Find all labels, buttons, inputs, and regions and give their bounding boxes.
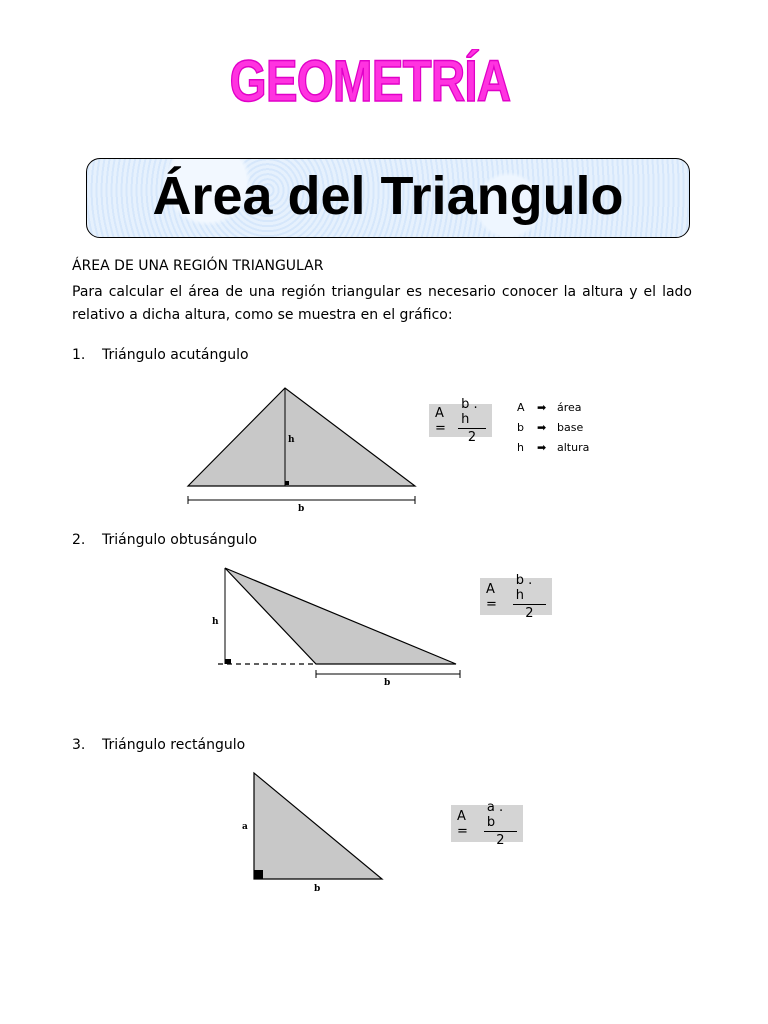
formula-lhs: A = <box>486 581 497 612</box>
arrow-right-icon: ➡ <box>537 401 547 414</box>
item-label: Triángulo rectángulo <box>102 737 246 753</box>
item-number: 3. <box>72 737 86 753</box>
right-triangle-figure <box>242 773 382 894</box>
item-number: 1. <box>72 347 86 363</box>
formula-acute <box>429 396 492 445</box>
arrow-right-icon: ➡ <box>537 441 547 454</box>
formula-fraction <box>458 397 486 445</box>
formula-fraction <box>484 800 517 848</box>
arrow-right-icon: ➡ <box>537 421 547 434</box>
obtuse-triangle <box>225 568 456 664</box>
formula-numerator: a . b <box>484 800 517 832</box>
obtuse-right-angle-mark <box>225 659 231 664</box>
legend-row <box>517 398 589 418</box>
legend <box>517 398 589 458</box>
item-label: Triángulo acutángulo <box>102 347 249 363</box>
section-heading: ÁREA DE UNA REGIÓN TRIANGULAR <box>72 258 324 274</box>
acute-triangle-figure <box>188 388 415 514</box>
formula-fraction <box>513 573 546 621</box>
acute-triangle <box>188 388 415 486</box>
formula-lhs: A = <box>457 808 468 839</box>
legend-text: altura <box>557 441 590 454</box>
formula-lhs: A = <box>435 405 446 436</box>
acute-h-label: h <box>288 435 295 445</box>
acute-b-label: b <box>298 504 305 514</box>
obtuse-b-label: b <box>384 678 391 688</box>
acute-right-angle-mark <box>285 481 289 485</box>
right-a-label: a <box>242 822 248 832</box>
legend-symbol: h <box>517 441 524 454</box>
legend-text: base <box>557 421 584 434</box>
right-angle-mark <box>254 870 263 879</box>
formula-numerator: b . h <box>458 397 486 429</box>
legend-row <box>517 438 589 458</box>
page-title: GEOMETRÍA <box>229 49 511 114</box>
formula-obtuse <box>480 572 552 621</box>
obtuse-h-label: h <box>212 617 219 627</box>
right-triangle <box>254 773 382 879</box>
item-label: Triángulo obtusángulo <box>102 532 258 548</box>
formula-denominator: 2 <box>525 605 534 621</box>
item-number: 2. <box>72 532 86 548</box>
formula-numerator: b . h <box>513 573 546 605</box>
legend-symbol: A <box>517 401 525 414</box>
right-b-label: b <box>314 884 321 894</box>
intro-paragraph: Para calcular el área de una región triangular es necesario conocer la altura y el lado relativo a dicha altura, como se muestra en el gráfico: <box>72 284 692 323</box>
legend-row <box>517 418 589 438</box>
formula-right <box>451 799 523 848</box>
obtuse-triangle-figure <box>212 568 460 688</box>
legend-symbol: b <box>517 421 524 434</box>
legend-text: área <box>557 401 582 414</box>
formula-denominator: 2 <box>467 429 477 445</box>
formula-denominator: 2 <box>496 832 505 848</box>
banner-title: Área del Triangulo <box>152 166 624 226</box>
